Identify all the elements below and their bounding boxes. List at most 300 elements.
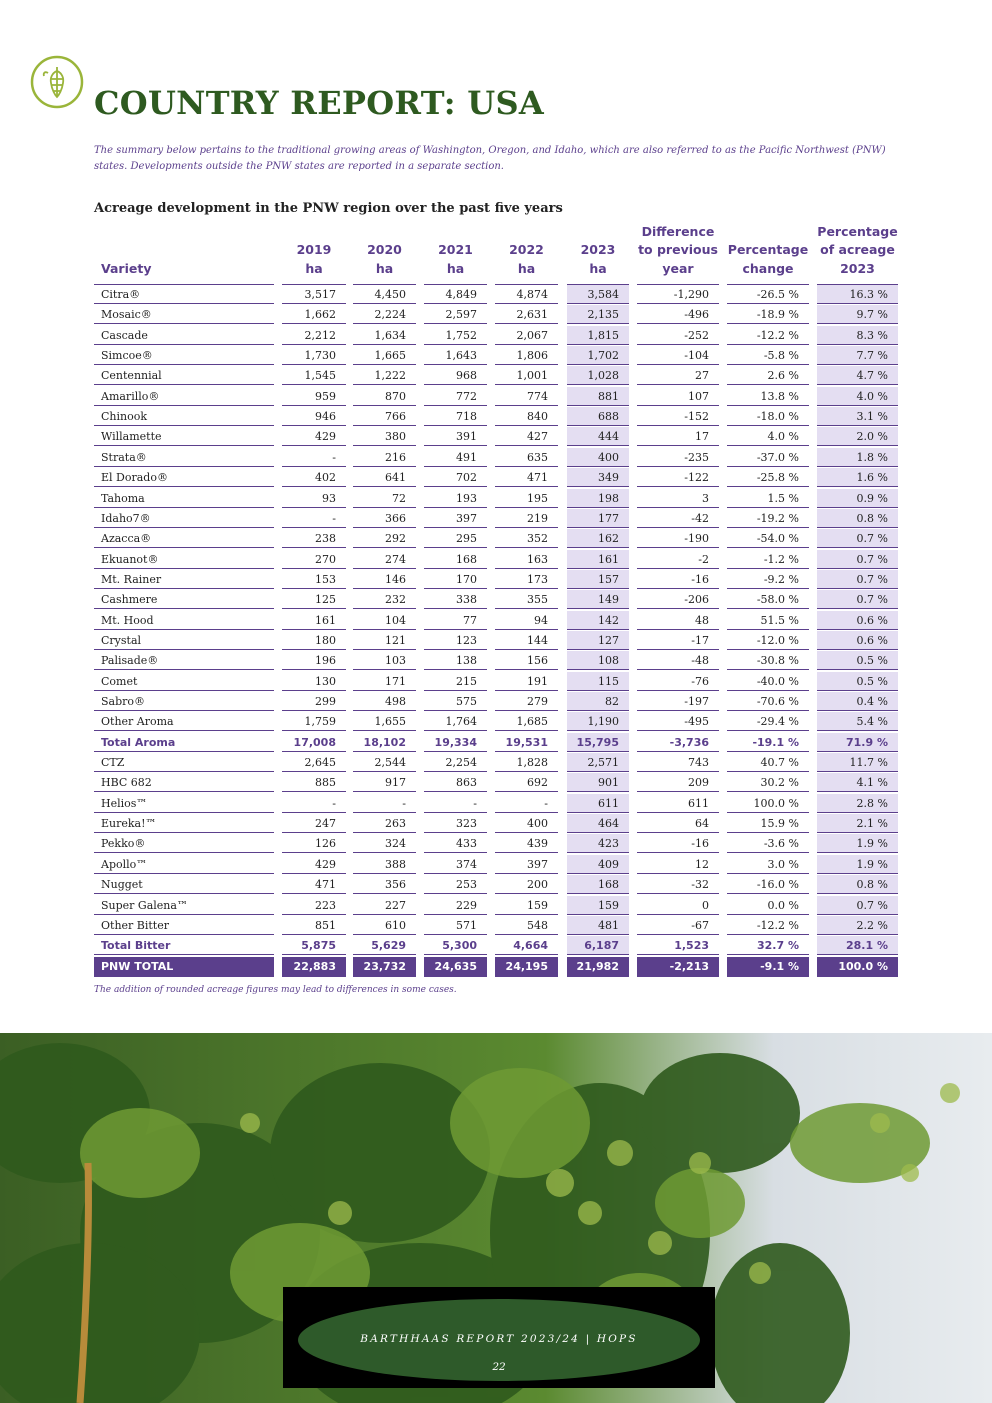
value-cell: 19,334 xyxy=(424,733,487,752)
table-row xyxy=(0,468,992,488)
column-header: Variety xyxy=(101,260,152,276)
table-row xyxy=(0,875,992,895)
value-cell: 107 xyxy=(637,387,719,406)
value-cell: 0.9 % xyxy=(817,489,898,508)
hop-logo-icon xyxy=(30,55,84,109)
value-cell: 238 xyxy=(282,529,346,548)
value-cell: 263 xyxy=(353,814,416,833)
value-cell: 688 xyxy=(567,407,629,426)
column-header: 2020 ha xyxy=(367,242,402,276)
value-cell: 548 xyxy=(495,916,558,935)
value-cell: 1,685 xyxy=(495,712,558,731)
table-row xyxy=(0,550,992,570)
intro-text: The summary below pertains to the traditional growing areas of Washington, Oregon, and Idaho, which are also referred to as the Pacific Northwest (PNW) states. Developments outside the PNW states are reported in a separate section. xyxy=(94,145,886,172)
value-cell: -32 xyxy=(637,875,719,894)
value-cell: 17,008 xyxy=(282,733,346,752)
value-cell: 161 xyxy=(282,611,346,630)
variety-cell: HBC 682 xyxy=(94,773,274,792)
value-cell: 323 xyxy=(424,814,487,833)
table-row xyxy=(0,387,992,407)
value-cell: 0.5 % xyxy=(817,672,898,691)
value-cell: -30.8 % xyxy=(727,651,809,670)
value-cell: 917 xyxy=(353,773,416,792)
value-cell: 427 xyxy=(495,427,558,446)
value-cell: 193 xyxy=(424,489,487,508)
variety-cell: Cashmere xyxy=(94,590,274,609)
value-cell: 870 xyxy=(353,387,416,406)
value-cell: 3 xyxy=(637,489,719,508)
table-row xyxy=(0,692,992,712)
value-cell: -58.0 % xyxy=(727,590,809,609)
value-cell: - xyxy=(282,794,346,813)
value-cell: 144 xyxy=(495,631,558,650)
value-cell: -1,290 xyxy=(637,285,719,304)
value-cell: 40.7 % xyxy=(727,753,809,772)
variety-cell: Simcoe® xyxy=(94,346,274,365)
value-cell: -496 xyxy=(637,305,719,324)
value-cell: 7.7 % xyxy=(817,346,898,365)
value-cell: -152 xyxy=(637,407,719,426)
value-cell: 429 xyxy=(282,427,346,446)
value-cell: 1,662 xyxy=(282,305,346,324)
value-cell: 299 xyxy=(282,692,346,711)
value-cell: -12.0 % xyxy=(727,631,809,650)
value-cell: 72 xyxy=(353,489,416,508)
value-cell: 885 xyxy=(282,773,346,792)
value-cell: -17 xyxy=(637,631,719,650)
value-cell: 3.0 % xyxy=(727,855,809,874)
value-cell: 429 xyxy=(282,855,346,874)
value-cell: 17 xyxy=(637,427,719,446)
value-cell: 4,664 xyxy=(495,936,558,955)
variety-cell: PNW TOTAL xyxy=(94,957,274,977)
value-cell: 104 xyxy=(353,611,416,630)
value-cell: 881 xyxy=(567,387,629,406)
value-cell: 162 xyxy=(567,529,629,548)
value-cell: 433 xyxy=(424,834,487,853)
value-cell: 840 xyxy=(495,407,558,426)
value-cell: 851 xyxy=(282,916,346,935)
page-title: COUNTRY REPORT: USA xyxy=(94,84,545,122)
value-cell: 82 xyxy=(567,692,629,711)
value-cell: 2,597 xyxy=(424,305,487,324)
value-cell: 4,874 xyxy=(495,285,558,304)
value-cell: 191 xyxy=(495,672,558,691)
variety-cell: Willamette xyxy=(94,427,274,446)
value-cell: -122 xyxy=(637,468,719,487)
value-cell: 2,067 xyxy=(495,326,558,345)
value-cell: 4.7 % xyxy=(817,366,898,385)
value-cell: 3,517 xyxy=(282,285,346,304)
variety-cell: Mt. Rainer xyxy=(94,570,274,589)
value-cell: 77 xyxy=(424,611,487,630)
value-cell: 338 xyxy=(424,590,487,609)
value-cell: 9.7 % xyxy=(817,305,898,324)
value-cell: 1,643 xyxy=(424,346,487,365)
value-cell: 397 xyxy=(424,509,487,528)
value-cell: 1,665 xyxy=(353,346,416,365)
value-cell: 2,212 xyxy=(282,326,346,345)
value-cell: 400 xyxy=(495,814,558,833)
value-cell: 1,222 xyxy=(353,366,416,385)
table-row xyxy=(0,814,992,834)
value-cell: 19,531 xyxy=(495,733,558,752)
variety-cell: Mt. Hood xyxy=(94,611,274,630)
value-cell: -70.6 % xyxy=(727,692,809,711)
table-row xyxy=(0,712,992,732)
variety-cell: Strata® xyxy=(94,448,274,467)
value-cell: -235 xyxy=(637,448,719,467)
value-cell: 71.9 % xyxy=(817,733,898,752)
value-cell: 6,187 xyxy=(567,936,629,955)
value-cell: 15.9 % xyxy=(727,814,809,833)
table-row xyxy=(0,834,992,854)
value-cell: -29.4 % xyxy=(727,712,809,731)
value-cell: 444 xyxy=(567,427,629,446)
variety-cell: Centennial xyxy=(94,366,274,385)
value-cell: 0.0 % xyxy=(727,896,809,915)
value-cell: 575 xyxy=(424,692,487,711)
value-cell: 471 xyxy=(495,468,558,487)
value-cell: 0 xyxy=(637,896,719,915)
table-row xyxy=(0,489,992,509)
value-cell: 1,730 xyxy=(282,346,346,365)
value-cell: 127 xyxy=(567,631,629,650)
value-cell: -12.2 % xyxy=(727,326,809,345)
value-cell: 946 xyxy=(282,407,346,426)
value-cell: 1,634 xyxy=(353,326,416,345)
value-cell: 103 xyxy=(353,651,416,670)
value-cell: -19.2 % xyxy=(727,509,809,528)
value-cell: -26.5 % xyxy=(727,285,809,304)
value-cell: 219 xyxy=(495,509,558,528)
value-cell: 391 xyxy=(424,427,487,446)
value-cell: 611 xyxy=(567,794,629,813)
variety-cell: Citra® xyxy=(94,285,274,304)
value-cell: 1,028 xyxy=(567,366,629,385)
value-cell: -495 xyxy=(637,712,719,731)
table-row xyxy=(0,326,992,346)
value-cell: 400 xyxy=(567,448,629,467)
value-cell: 863 xyxy=(424,773,487,792)
value-cell: 2,631 xyxy=(495,305,558,324)
table-row xyxy=(0,509,992,529)
value-cell: 3.1 % xyxy=(817,407,898,426)
value-cell: 223 xyxy=(282,896,346,915)
value-cell: 295 xyxy=(424,529,487,548)
value-cell: 157 xyxy=(567,570,629,589)
value-cell: 232 xyxy=(353,590,416,609)
value-cell: 168 xyxy=(424,550,487,569)
variety-cell: Chinook xyxy=(94,407,274,426)
value-cell: 1,523 xyxy=(637,936,719,955)
footnote: The addition of rounded acreage figures may lead to differences in some cases. xyxy=(94,985,457,995)
value-cell: 0.8 % xyxy=(817,509,898,528)
value-cell: 355 xyxy=(495,590,558,609)
value-cell: -252 xyxy=(637,326,719,345)
value-cell: 146 xyxy=(353,570,416,589)
value-cell: 481 xyxy=(567,916,629,935)
table-row xyxy=(0,916,992,936)
column-header: 2022 ha xyxy=(509,242,544,276)
column-header: Percentage of acreage 2023 xyxy=(817,223,898,276)
value-cell: 1.9 % xyxy=(817,855,898,874)
value-cell: 718 xyxy=(424,407,487,426)
value-cell: 959 xyxy=(282,387,346,406)
value-cell: 21,982 xyxy=(567,957,629,977)
table-row xyxy=(0,570,992,590)
value-cell: -54.0 % xyxy=(727,529,809,548)
value-cell: 156 xyxy=(495,651,558,670)
value-cell: 0.6 % xyxy=(817,611,898,630)
column-header: Difference to previous year xyxy=(638,223,718,276)
variety-cell: Crystal xyxy=(94,631,274,650)
variety-cell: Super Galena™ xyxy=(94,896,274,915)
value-cell: 1.9 % xyxy=(817,834,898,853)
value-cell: 177 xyxy=(567,509,629,528)
value-cell: 380 xyxy=(353,427,416,446)
value-cell: 27 xyxy=(637,366,719,385)
value-cell: 743 xyxy=(637,753,719,772)
value-cell: 229 xyxy=(424,896,487,915)
value-cell: 18,102 xyxy=(353,733,416,752)
value-cell: 352 xyxy=(495,529,558,548)
value-cell: 11.7 % xyxy=(817,753,898,772)
column-header: Percentage change xyxy=(727,242,809,276)
value-cell: 247 xyxy=(282,814,346,833)
value-cell: 126 xyxy=(282,834,346,853)
value-cell: 0.7 % xyxy=(817,550,898,569)
variety-cell: Sabro® xyxy=(94,692,274,711)
grand-total-row xyxy=(0,957,992,977)
value-cell: 227 xyxy=(353,896,416,915)
value-cell: 130 xyxy=(282,672,346,691)
value-cell: 635 xyxy=(495,448,558,467)
table-row xyxy=(0,346,992,366)
value-cell: 5.4 % xyxy=(817,712,898,731)
table-row xyxy=(0,427,992,447)
subtotal-row xyxy=(0,936,992,956)
table-row xyxy=(0,631,992,651)
value-cell: 161 xyxy=(567,550,629,569)
value-cell: 51.5 % xyxy=(727,611,809,630)
value-cell: 349 xyxy=(567,468,629,487)
variety-cell: Total Bitter xyxy=(94,936,274,955)
value-cell: 611 xyxy=(637,794,719,813)
value-cell: 464 xyxy=(567,814,629,833)
value-cell: 1,806 xyxy=(495,346,558,365)
value-cell: 170 xyxy=(424,570,487,589)
value-cell: 0.7 % xyxy=(817,590,898,609)
value-cell: 2,645 xyxy=(282,753,346,772)
variety-cell: Idaho7® xyxy=(94,509,274,528)
value-cell: 2,544 xyxy=(353,753,416,772)
variety-cell: Mosaic® xyxy=(94,305,274,324)
value-cell: 115 xyxy=(567,672,629,691)
value-cell: 198 xyxy=(567,489,629,508)
value-cell: 0.7 % xyxy=(817,896,898,915)
value-cell: 30.2 % xyxy=(727,773,809,792)
value-cell: 692 xyxy=(495,773,558,792)
table-row xyxy=(0,672,992,692)
value-cell: -190 xyxy=(637,529,719,548)
value-cell: -18.0 % xyxy=(727,407,809,426)
value-cell: 0.7 % xyxy=(817,570,898,589)
value-cell: 168 xyxy=(567,875,629,894)
value-cell: - xyxy=(424,794,487,813)
value-cell: 159 xyxy=(495,896,558,915)
value-cell: -197 xyxy=(637,692,719,711)
value-cell: 28.1 % xyxy=(817,936,898,955)
value-cell: 195 xyxy=(495,489,558,508)
value-cell: 901 xyxy=(567,773,629,792)
value-cell: - xyxy=(282,448,346,467)
variety-cell: Azacca® xyxy=(94,529,274,548)
value-cell: 153 xyxy=(282,570,346,589)
value-cell: 1,655 xyxy=(353,712,416,731)
value-cell: -48 xyxy=(637,651,719,670)
value-cell: 94 xyxy=(495,611,558,630)
value-cell: 374 xyxy=(424,855,487,874)
value-cell: 702 xyxy=(424,468,487,487)
variety-cell: Pekko® xyxy=(94,834,274,853)
value-cell: - xyxy=(282,509,346,528)
value-cell: 3,584 xyxy=(567,285,629,304)
value-cell: -76 xyxy=(637,672,719,691)
value-cell: 2,135 xyxy=(567,305,629,324)
table-row xyxy=(0,285,992,305)
value-cell: 209 xyxy=(637,773,719,792)
table-row xyxy=(0,366,992,386)
value-cell: 100.0 % xyxy=(727,794,809,813)
value-cell: -5.8 % xyxy=(727,346,809,365)
value-cell: 1,001 xyxy=(495,366,558,385)
value-cell: 2.2 % xyxy=(817,916,898,935)
value-cell: 571 xyxy=(424,916,487,935)
value-cell: 123 xyxy=(424,631,487,650)
value-cell: 4.1 % xyxy=(817,773,898,792)
value-cell: 774 xyxy=(495,387,558,406)
value-cell: 2.8 % xyxy=(817,794,898,813)
value-cell: 121 xyxy=(353,631,416,650)
subtotal-row xyxy=(0,733,992,753)
value-cell: -1.2 % xyxy=(727,550,809,569)
value-cell: 32.7 % xyxy=(727,936,809,955)
table-row xyxy=(0,407,992,427)
variety-cell: Amarillo® xyxy=(94,387,274,406)
variety-cell: Nugget xyxy=(94,875,274,894)
variety-cell: Other Bitter xyxy=(94,916,274,935)
value-cell: 100.0 % xyxy=(817,957,898,977)
variety-cell: Cascade xyxy=(94,326,274,345)
table-row xyxy=(0,896,992,916)
value-cell: 4,450 xyxy=(353,285,416,304)
value-cell: 1,702 xyxy=(567,346,629,365)
value-cell: -19.1 % xyxy=(727,733,809,752)
value-cell: 2,254 xyxy=(424,753,487,772)
column-header: 2019 ha xyxy=(296,242,332,276)
value-cell: 968 xyxy=(424,366,487,385)
value-cell: - xyxy=(495,794,558,813)
table-caption: Acreage development in the PNW region over the past five years xyxy=(94,201,563,216)
value-cell: 2.0 % xyxy=(817,427,898,446)
value-cell: 1,752 xyxy=(424,326,487,345)
value-cell: 1,545 xyxy=(282,366,346,385)
value-cell: 108 xyxy=(567,651,629,670)
value-cell: 388 xyxy=(353,855,416,874)
value-cell: 15,795 xyxy=(567,733,629,752)
value-cell: 215 xyxy=(424,672,487,691)
value-cell: 0.8 % xyxy=(817,875,898,894)
footer-title: BARTHHAAS REPORT 2023/24 | HOPS xyxy=(360,1333,638,1345)
value-cell: -3,736 xyxy=(637,733,719,752)
value-cell: 253 xyxy=(424,875,487,894)
value-cell: 0.6 % xyxy=(817,631,898,650)
value-cell: -16.0 % xyxy=(727,875,809,894)
value-cell: 4.0 % xyxy=(817,387,898,406)
variety-cell: Comet xyxy=(94,672,274,691)
value-cell: 216 xyxy=(353,448,416,467)
page-number: 22 xyxy=(492,1361,506,1373)
value-cell: -18.9 % xyxy=(727,305,809,324)
variety-cell: El Dorado® xyxy=(94,468,274,487)
value-cell: 93 xyxy=(282,489,346,508)
value-cell: -12.2 % xyxy=(727,916,809,935)
value-cell: 5,300 xyxy=(424,936,487,955)
variety-cell: Palisade® xyxy=(94,651,274,670)
value-cell: 292 xyxy=(353,529,416,548)
value-cell: -104 xyxy=(637,346,719,365)
value-cell: -9.1 % xyxy=(727,957,809,977)
value-cell: 0.5 % xyxy=(817,651,898,670)
value-cell: 64 xyxy=(637,814,719,833)
value-cell: 1.5 % xyxy=(727,489,809,508)
value-cell: 8.3 % xyxy=(817,326,898,345)
value-cell: 274 xyxy=(353,550,416,569)
value-cell: 498 xyxy=(353,692,416,711)
value-cell: -40.0 % xyxy=(727,672,809,691)
value-cell: 159 xyxy=(567,896,629,915)
value-cell: 4.0 % xyxy=(727,427,809,446)
value-cell: 13.8 % xyxy=(727,387,809,406)
value-cell: -206 xyxy=(637,590,719,609)
value-cell: 766 xyxy=(353,407,416,426)
value-cell: 491 xyxy=(424,448,487,467)
value-cell: 22,883 xyxy=(282,957,346,977)
value-cell: -9.2 % xyxy=(727,570,809,589)
column-header: 2021 ha xyxy=(438,242,473,276)
value-cell: 641 xyxy=(353,468,416,487)
value-cell: 0.7 % xyxy=(817,529,898,548)
variety-cell: Apollo™ xyxy=(94,855,274,874)
value-cell: 125 xyxy=(282,590,346,609)
table-row xyxy=(0,448,992,468)
value-cell: 610 xyxy=(353,916,416,935)
value-cell: 173 xyxy=(495,570,558,589)
value-cell: 1,759 xyxy=(282,712,346,731)
value-cell: 423 xyxy=(567,834,629,853)
value-cell: 196 xyxy=(282,651,346,670)
value-cell: 1,815 xyxy=(567,326,629,345)
value-cell: 24,195 xyxy=(495,957,558,977)
value-cell: 24,635 xyxy=(424,957,487,977)
value-cell: 5,875 xyxy=(282,936,346,955)
value-cell: -16 xyxy=(637,834,719,853)
value-cell: 163 xyxy=(495,550,558,569)
value-cell: 1.6 % xyxy=(817,468,898,487)
value-cell: 2,224 xyxy=(353,305,416,324)
variety-cell: Tahoma xyxy=(94,489,274,508)
